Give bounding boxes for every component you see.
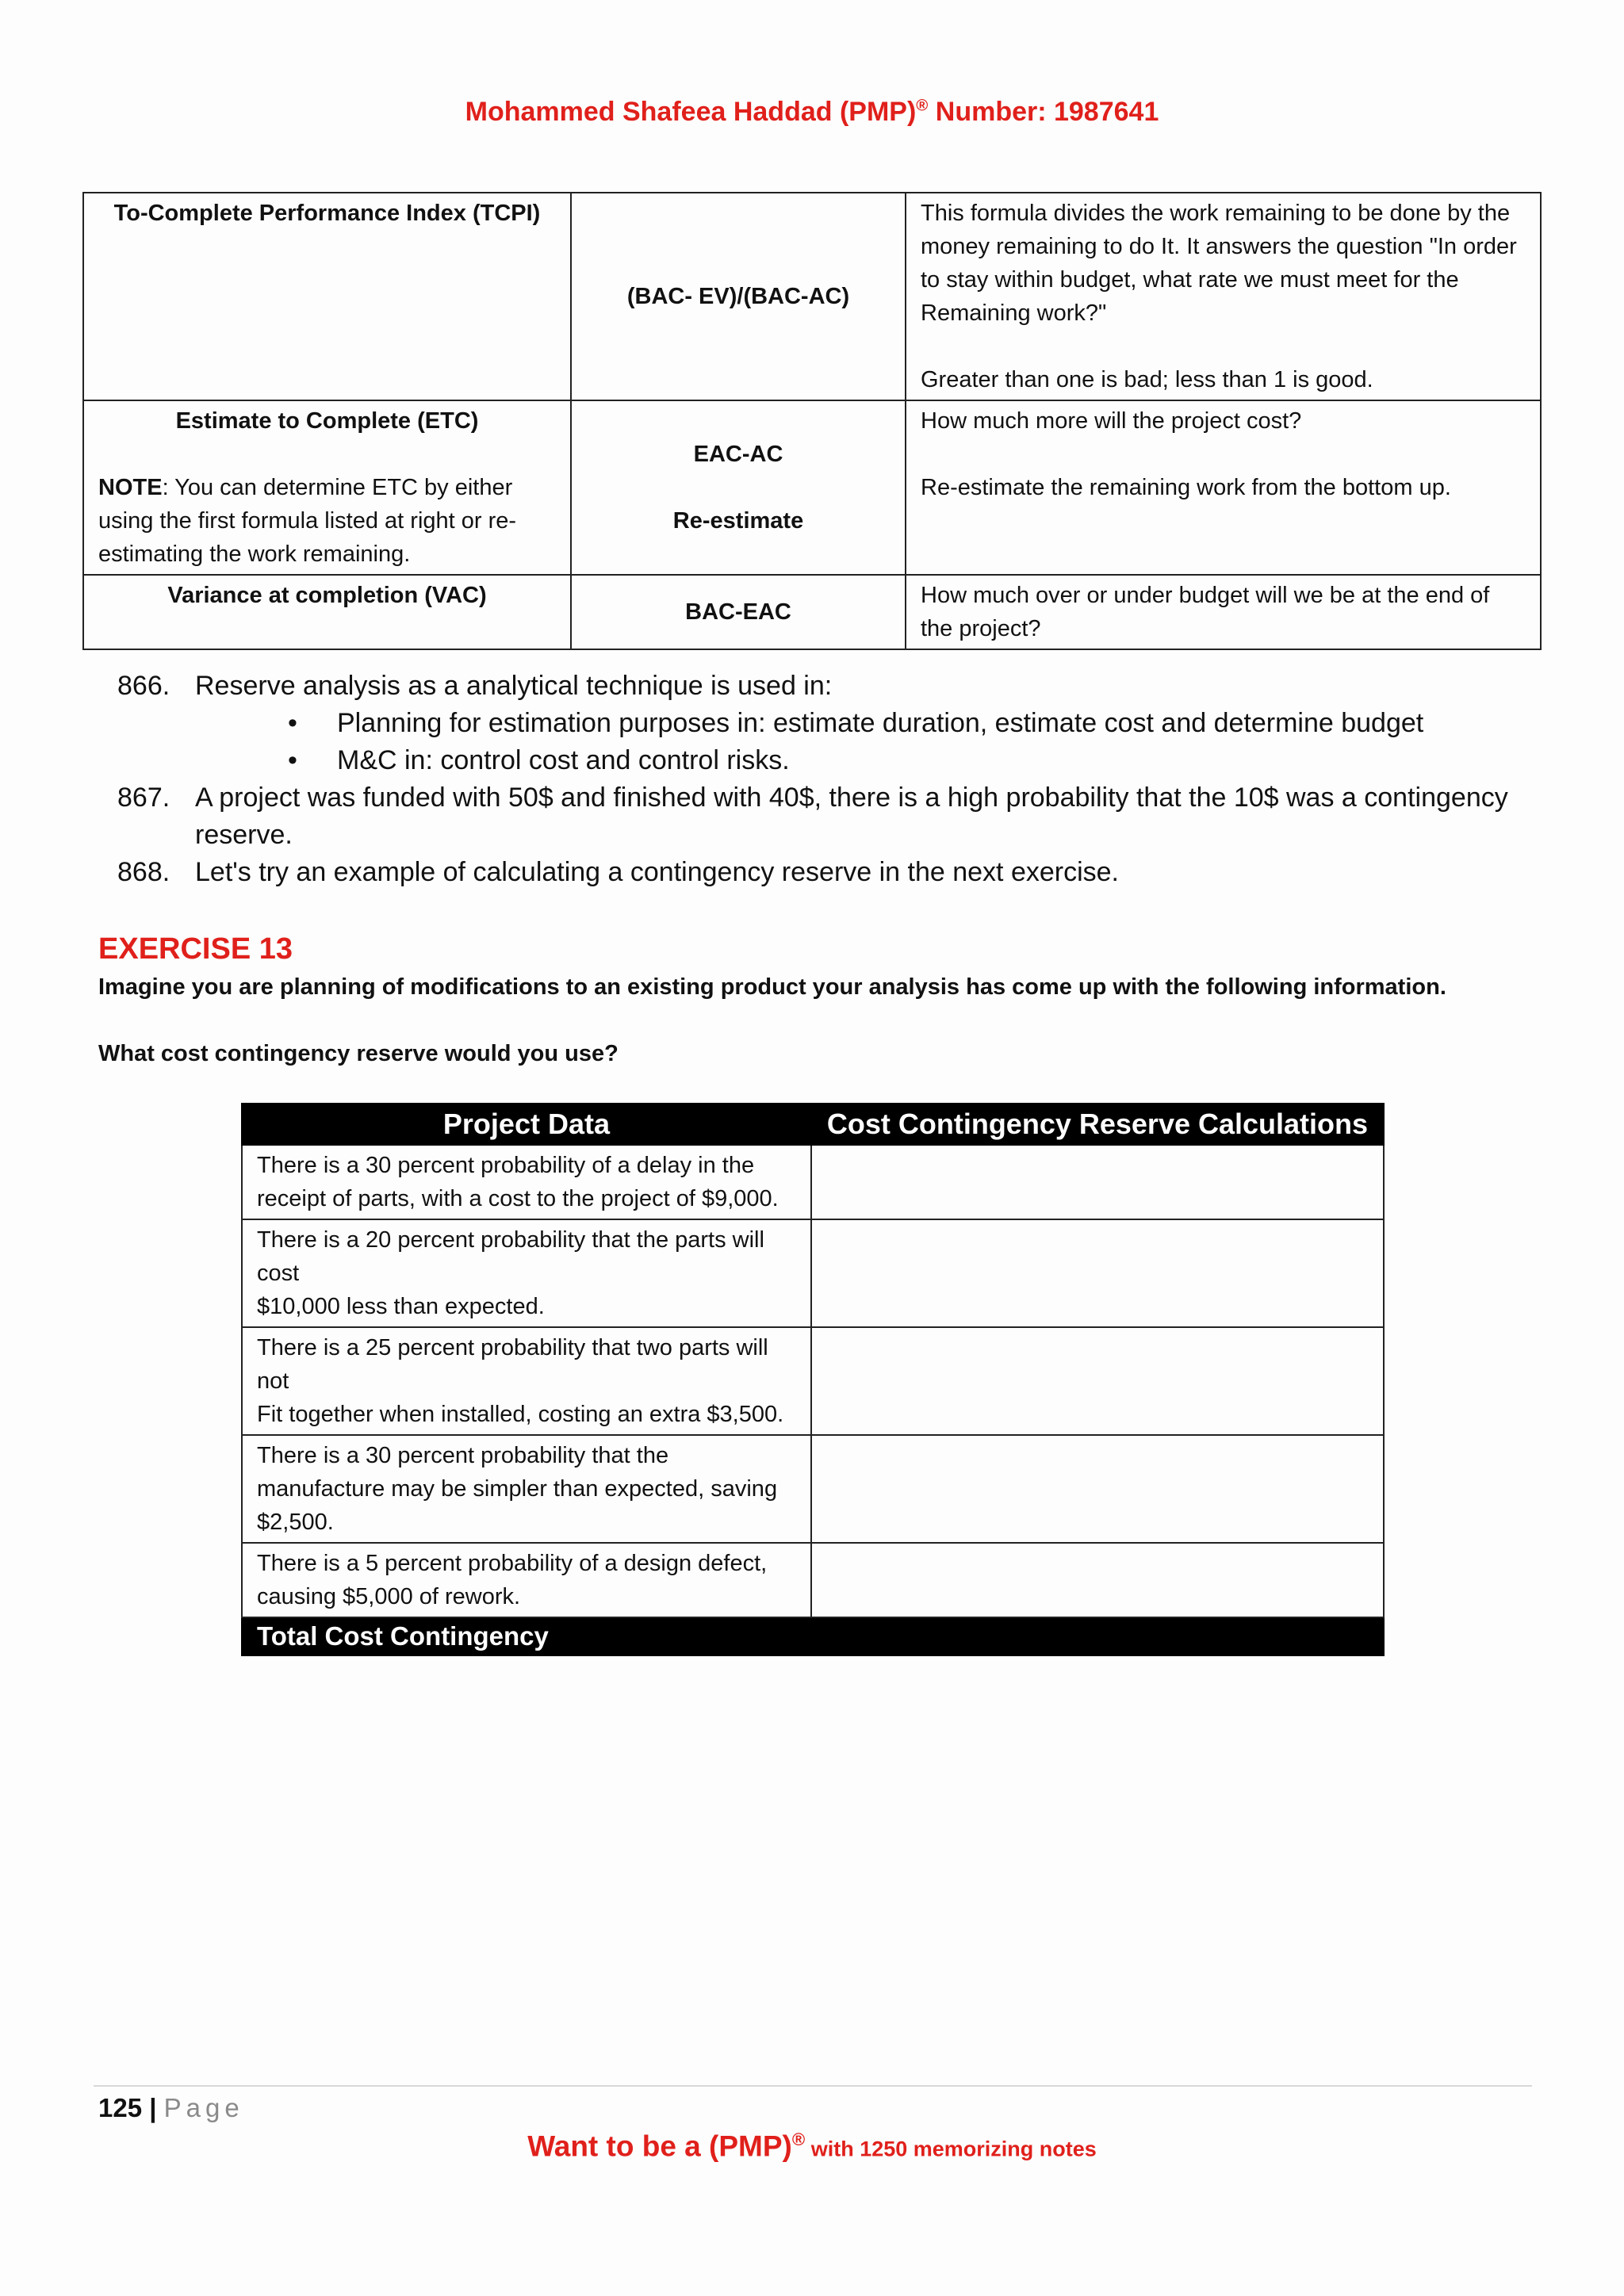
note-number: 868. (117, 857, 170, 887)
bullet-icon: • (288, 745, 297, 775)
note-number: 867. (117, 783, 170, 813)
bullet-text: Planning for estimation purposes in: estimate duration, estimate cost and determine budget (337, 708, 1424, 738)
footer-text: Want to be a (PMP) (527, 2130, 792, 2163)
exercise-question: What cost contingency reserve would you use? (98, 1041, 619, 1066)
etc-note-text: : You can determine ETC by either using the first formula listed at right or re-estimating the work remaining. (98, 475, 517, 567)
exercise-title: EXERCISE 13 (98, 932, 293, 966)
calculation-cell (811, 1145, 1384, 1219)
header-number: Number: 1987641 (928, 97, 1159, 127)
etc-description: How much more will the project cost? (921, 408, 1302, 434)
note-868 (117, 854, 1545, 891)
footer-small-text: with 1250 memorizing notes (805, 2137, 1097, 2161)
exercise-intro: Imagine you are planning of modifications to an existing product your analysis has come up with the following information. (98, 974, 1446, 1000)
etc-name-cell (83, 400, 571, 575)
note-text: Reserve analysis as a analytical technique is used in: (195, 671, 833, 701)
table-row (242, 1145, 1384, 1219)
etc-name: Estimate to Complete (ETC) (175, 408, 479, 434)
numbered-notes (117, 668, 1545, 891)
table-row-etc (83, 400, 1541, 575)
table-row-vac (83, 575, 1541, 649)
note-text: Let's try an example of calculating a contingency reserve in the next exercise. (195, 857, 1119, 887)
calculation-cell (811, 1435, 1384, 1543)
footer-divider (94, 2085, 1532, 2087)
bullet-text: M&C in: control cost and control risks. (337, 745, 790, 775)
note-867 (117, 779, 1545, 854)
calculation-cell (811, 1219, 1384, 1327)
registered-mark: ® (791, 2130, 806, 2149)
bullet-icon: • (288, 708, 297, 738)
total-row (242, 1617, 1384, 1655)
tcpi-name: To-Complete Performance Index (TCPI) (113, 201, 541, 226)
tcpi-description-cell (906, 193, 1541, 400)
page-number (98, 2093, 244, 2123)
page-label: Page (163, 2093, 244, 2122)
total-cost-contingency: Total Cost Contingency (242, 1617, 1384, 1655)
etc-formula: EAC-AC (693, 442, 783, 467)
tcpi-rule: Greater than one is bad; less than 1 is good. (921, 367, 1373, 392)
table-row (242, 1435, 1384, 1543)
project-data-cell: There is a 25 percent probability that two parts will not Fit together when installed, costing an extra $3,500. (242, 1327, 811, 1435)
header-name: Mohammed Shafeea Haddad (PMP) (465, 97, 917, 127)
footer-tagline (0, 2130, 1624, 2163)
etc-description-cell (906, 400, 1541, 575)
vac-description: How much over or under budget will we be at the end of the project? (906, 575, 1541, 649)
bullet-list (117, 705, 1545, 779)
table-row (242, 1219, 1384, 1327)
table-row (242, 1543, 1384, 1617)
contingency-table (241, 1103, 1385, 1656)
tcpi-description: This formula divides the work remaining to be done by the money remaining to do It. It answers the question "In order to stay within budget, what rate we must meet for the Remaining work?" (921, 201, 1517, 326)
note-text: A project was funded with 50$ and finished with 40$, there is a high probability that the 10$ was a contingency reserve. (195, 783, 1508, 850)
formula-table (82, 192, 1542, 650)
calculation-cell (811, 1543, 1384, 1617)
tcpi-name-cell (83, 193, 571, 400)
page-separator: | (142, 2093, 164, 2122)
etc-note-label: NOTE (98, 475, 163, 500)
project-data-cell: There is a 20 percent probability that the parts will cost $10,000 less than expected. (242, 1219, 811, 1327)
etc-reestimate: Re-estimate (672, 508, 804, 534)
project-data-cell: There is a 5 percent probability of a design defect, causing $5,000 of rework. (242, 1543, 811, 1617)
page-header-title (0, 97, 1624, 128)
calculation-cell (811, 1327, 1384, 1435)
table-row-tcpi (83, 193, 1541, 400)
vac-name-cell (83, 575, 571, 649)
vac-name: Variance at completion (VAC) (167, 583, 487, 608)
table-row (242, 1327, 1384, 1435)
note-number: 866. (117, 671, 170, 701)
etc-formula-cell (571, 400, 906, 575)
note-866 (117, 668, 1545, 705)
project-data-cell: There is a 30 percent probability of a delay in the receipt of parts, with a cost to the project of $9,000. (242, 1145, 811, 1219)
registered-mark: ® (916, 97, 929, 115)
column-header-calculations: Cost Contingency Reserve Calculations (811, 1104, 1384, 1145)
list-item (117, 742, 1545, 779)
etc-description-2: Re-estimate the remaining work from the bottom up. (921, 475, 1451, 500)
tcpi-formula: (BAC- EV)/(BAC-AC) (571, 193, 906, 400)
list-item (117, 705, 1545, 742)
column-header-project-data: Project Data (242, 1104, 811, 1145)
project-data-cell: There is a 30 percent probability that the manufacture may be simpler than expected, saving $2,500. (242, 1435, 811, 1543)
vac-formula: BAC-EAC (571, 575, 906, 649)
table-header-row (242, 1104, 1384, 1145)
page-number-value: 125 (98, 2093, 143, 2122)
